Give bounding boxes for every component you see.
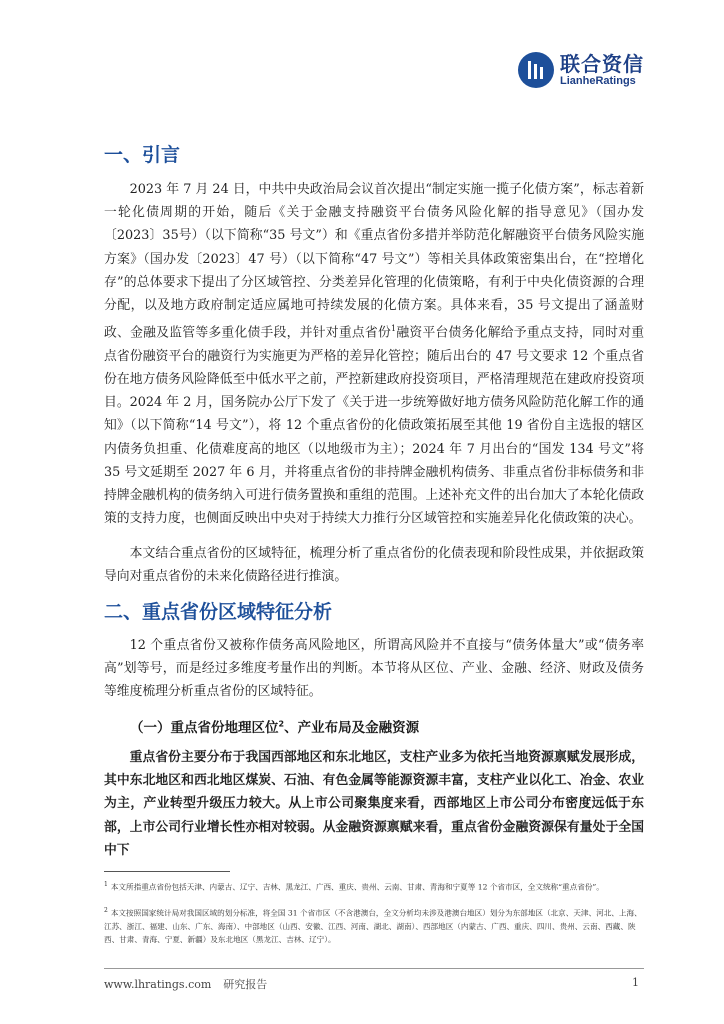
logo-english-name: LianheRatings	[560, 74, 636, 87]
footnote-1-text: 本文所指重点省份包括天津、内蒙古、辽宁、吉林、黑龙江、广西、重庆、贵州、云南、甘肃、青海和宁夏等 12 个省市区，全文统称“重点省份”。	[110, 882, 604, 892]
footnote-1-mark: 1	[104, 881, 108, 888]
footnote-divider	[104, 871, 230, 872]
company-logo	[518, 52, 644, 88]
logo-chinese-name: 联合资信	[560, 51, 644, 76]
subsection-heading-text-b: 、产业布局及金融资源	[284, 720, 420, 736]
footnote-2-text: 本文按照国家统计局对我国区域的划分标准，将全国 31 个省市区（不含港澳台，全文分析均未涉及港澳台地区）划分为东部地区（北京、天津、河北、上海、江苏、浙江、福建、山东、广东、海南）、中部地区（山西、安徽、江西、河南、湖北、湖南）、西部地区（内蒙古、广西、重庆、四川、贵州、云南、西藏、陕西、甘肃、青海、宁夏、新疆）及东北地区（黑龙江、吉林、辽宁）。	[104, 908, 642, 944]
regional-paragraph-1: 12 个重点省份又被称作债务高风险地区，所谓高风险并不直接与“债务体量大”或“债务率高”划等号，而是经过多维度考量作出的判断。本节将从区位、产业、金融、经济、财政及债务等维度梳理分析重点省份的区域特征。	[104, 638, 644, 700]
subsection-heading-geography	[130, 716, 419, 736]
page-number: 1	[632, 976, 639, 989]
footer-divider	[104, 968, 644, 969]
footer-report-label: 研究报告	[223, 978, 268, 991]
footnote-1	[104, 878, 644, 894]
footnote-2	[104, 904, 644, 946]
logo-mark-icon	[518, 52, 554, 88]
footer-url-link[interactable]: www.lhratings.com	[104, 978, 212, 991]
section-heading-introduction: 一、引言	[104, 144, 181, 166]
footnote-ref-1[interactable]: 1	[391, 324, 397, 334]
intro-paragraph-1	[104, 178, 644, 530]
intro-paragraph-1-text-a: 2023 年 7 月 24 日，中共中央政治局会议首次提出“制定实施一揽子化债方案”，标志着新一轮化债周期的开始，随后《关于金融支持融资平台债务风险化解的指导意见》（国办发〔2023〕35号）（以下简称“35 号文”）和《重点省份多措并举防范化解融资平台债务风险实施方案》（国办发〔2023〕47 号）（以下简称“47 号文”）等相关具体政策密集出台，在“控增化存”的总体要求下提出了分区域管控、分类差异化管理的化债策略，有利于中央化债资源的合理分配，以及地方政府制定适应属地可持续发展的化债方案。具体来看，35 号文提出了涵盖财政、金融及监管等多重化债手段，并针对重点省份	[104, 182, 644, 341]
regional-paragraph-2: 重点省份主要分布于我国西部地区和东北地区，支柱产业多为依托当地资源禀赋发展形成，其中东北地区和西北地区煤炭、石油、有色金属等能源资源丰富，支柱产业以化工、冶金、农业为主，产业转型升级压力较大。从上市公司聚集度来看，西部地区上市公司分布密度远低于东部，上市公司行业增长性亦相对较弱。从金融资源禀赋来看，重点省份金融资源保有量处于全国中下	[104, 750, 644, 858]
subsection-heading-text-a: （一）重点省份地理区位	[130, 720, 279, 736]
footnote-2-mark: 2	[104, 907, 108, 914]
footnote-ref-2[interactable]: 2	[278, 719, 285, 729]
section-heading-regional-features: 二、重点省份区域特征分析	[104, 601, 333, 623]
intro-paragraph-1-text-b: 融资平台债务化解给予重点支持，同时对重点省份融资平台的融资行为实施更为严格的差异化管控；随后出台的 47 号文要求 12 个重点省份在地方债务风险降低至中低水平之前，严控新建政府投资项目，严格清理规范在建政府投资项目。2024 年 2 月，国务院办公厅下发了《关于进一步统筹做好地方债务风险防范化解工作的通知》（以下简称“14 号文”），将 12 个重点省份的化债政策拓展至其他 19 省份自主选报的辖区内债务负担重、化债难度高的地区（以地级市为主）；2024 年 7 月出台的“国发 134 号文”将 35 号文延期至 2027 年 6 月，并将重点省份的非持牌金融机构债务、非重点省份非标债务和非持牌金融机构的债务纳入可进行债务置换和重组的范围。上述补充文件的出台加大了本轮化债政策的支持力度，也侧面反映出中央对于持续大力推行分区域管控和实施差异化化债政策的决心。	[104, 325, 645, 527]
intro-paragraph-2: 本文结合重点省份的区域特征，梳理分析了重点省份的化债表现和阶段性成果，并依据政策导向对重点省份的未来化债路径进行推演。	[104, 546, 644, 585]
footer-left	[104, 976, 267, 992]
